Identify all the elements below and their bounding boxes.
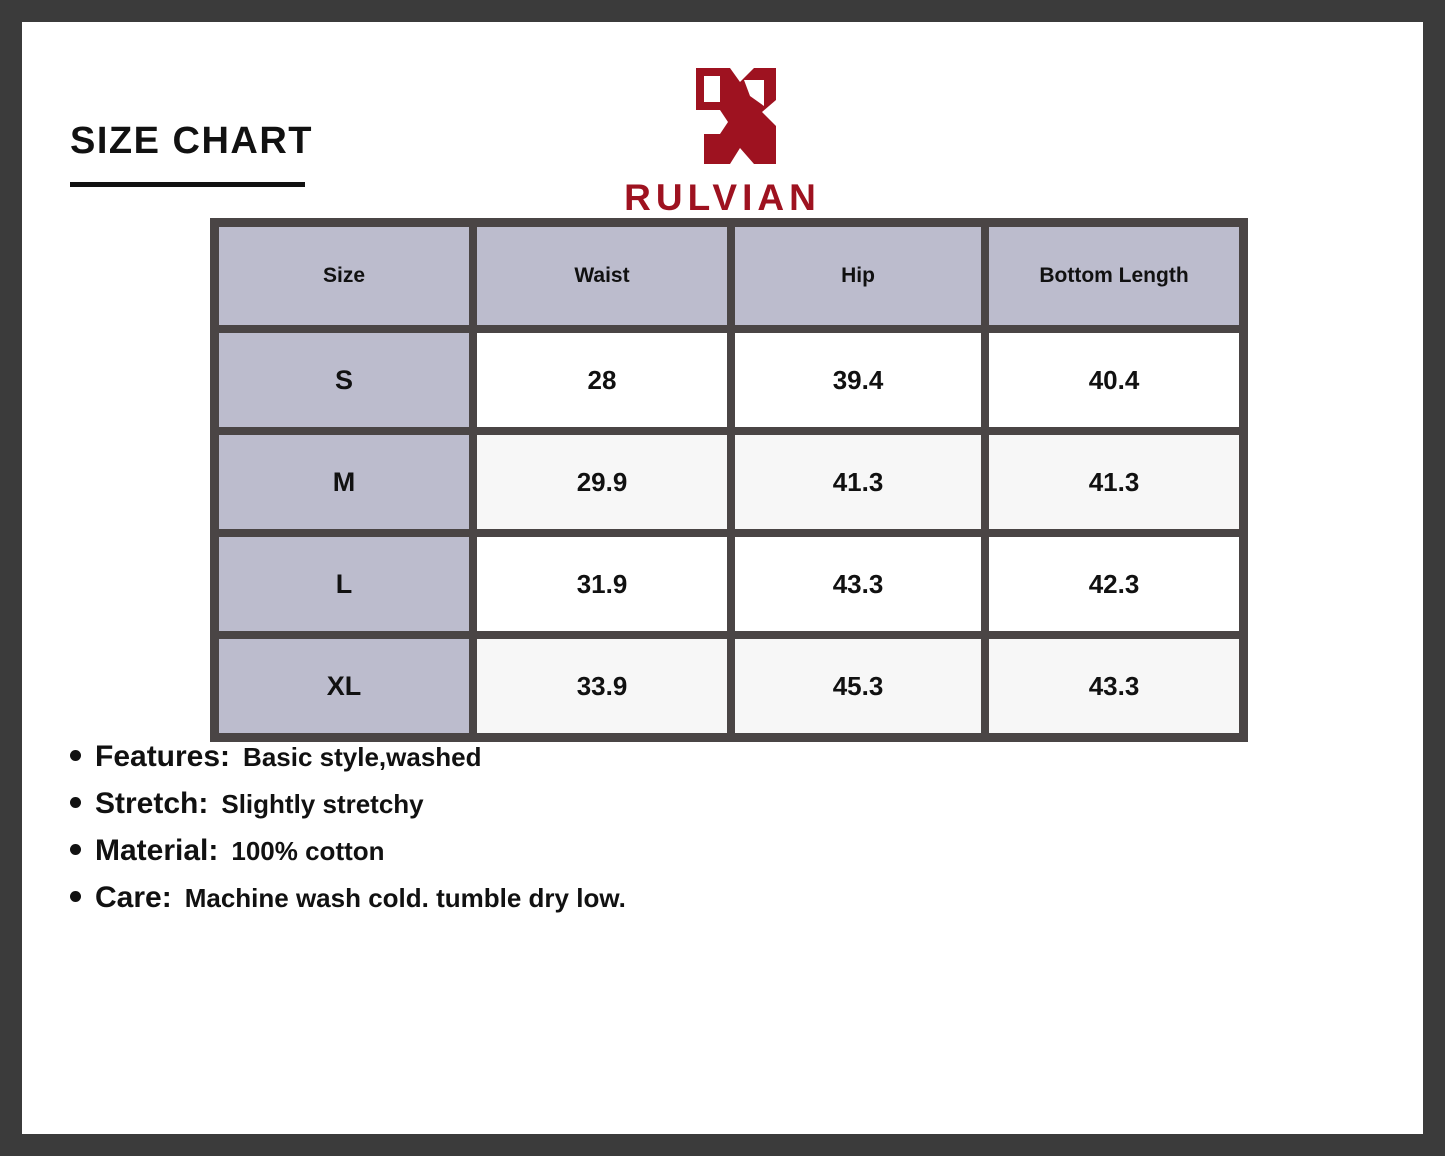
bullet-icon xyxy=(70,750,81,761)
column-header-size: Size xyxy=(215,223,473,329)
cell-size: S xyxy=(215,329,473,431)
table-row xyxy=(215,329,1243,431)
cell-size: M xyxy=(215,431,473,533)
table-body xyxy=(215,329,1243,737)
note-value: Basic style,washed xyxy=(243,742,482,772)
cell-bottom-length: 41.3 xyxy=(985,431,1243,533)
cell-waist: 29.9 xyxy=(473,431,731,533)
title-underline xyxy=(70,182,305,187)
bullet-icon xyxy=(70,891,81,902)
cell-bottom-length: 43.3 xyxy=(985,635,1243,737)
table-header-row xyxy=(215,223,1243,329)
column-header-waist: Waist xyxy=(473,223,731,329)
cell-waist: 33.9 xyxy=(473,635,731,737)
cell-hip: 43.3 xyxy=(731,533,985,635)
column-header-hip: Hip xyxy=(731,223,985,329)
bullet-icon xyxy=(70,844,81,855)
brand-name: RULVIAN xyxy=(624,177,821,218)
size-table xyxy=(210,218,1248,742)
list-item xyxy=(70,834,1170,868)
note-value: Slightly stretchy xyxy=(221,789,424,819)
note-value: Machine wash cold. tumble dry low. xyxy=(184,883,626,913)
note-label: Material: xyxy=(95,834,219,867)
table-row xyxy=(215,533,1243,635)
note-label: Features: xyxy=(95,740,231,773)
table-row xyxy=(215,431,1243,533)
list-item xyxy=(70,740,1170,774)
rulvian-r-logo-icon xyxy=(658,60,788,175)
cell-waist: 31.9 xyxy=(473,533,731,635)
page-title: SIZE CHART xyxy=(70,120,313,162)
list-item xyxy=(70,881,1170,915)
cell-hip: 41.3 xyxy=(731,431,985,533)
table-header xyxy=(215,223,1243,329)
cell-size: XL xyxy=(215,635,473,737)
cell-hip: 45.3 xyxy=(731,635,985,737)
cell-bottom-length: 40.4 xyxy=(985,329,1243,431)
column-header-bottom-length: Bottom Length xyxy=(985,223,1243,329)
note-value: 100% cotton xyxy=(231,836,385,866)
title-block xyxy=(70,122,490,187)
note-label: Stretch: xyxy=(95,787,209,820)
note-label: Care: xyxy=(95,881,172,914)
cell-size: L xyxy=(215,533,473,635)
product-notes xyxy=(70,740,1170,928)
cell-waist: 28 xyxy=(473,329,731,431)
bullet-icon xyxy=(70,797,81,808)
cell-bottom-length: 42.3 xyxy=(985,533,1243,635)
list-item xyxy=(70,787,1170,821)
table-row xyxy=(215,635,1243,737)
cell-hip: 39.4 xyxy=(731,329,985,431)
size-table-container xyxy=(210,218,1238,742)
page-content xyxy=(22,22,1423,1134)
